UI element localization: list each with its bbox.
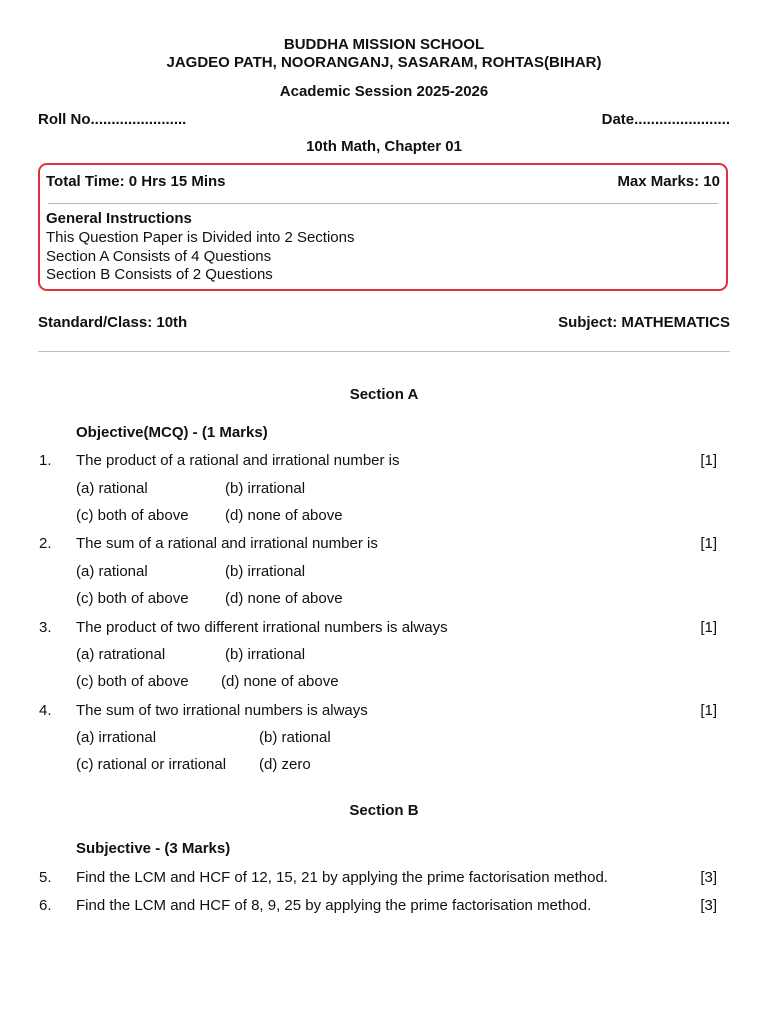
option: (d) none of above: [221, 673, 339, 690]
option: (b) irrational: [225, 646, 306, 663]
question-number: 6.: [39, 897, 52, 914]
question-text: Find the LCM and HCF of 12, 15, 21 by applying the prime factorisation method.: [76, 869, 608, 886]
question-marks: [3]: [700, 897, 717, 914]
question-number: 5.: [39, 869, 52, 886]
instruction-line: This Question Paper is Divided into 2 Sections: [46, 229, 355, 246]
date-field: Date.......................: [601, 111, 730, 128]
option: (b) irrational: [225, 480, 306, 497]
option: (d) none of above: [225, 590, 343, 607]
max-marks: Max Marks: 10: [617, 173, 720, 190]
question-marks: [1]: [700, 452, 717, 469]
school-address: JAGDEO PATH, NOORANGANJ, SASARAM, ROHTAS(BIHAR): [166, 54, 602, 71]
option: (a) rational: [76, 563, 148, 580]
question-number: 3.: [39, 619, 52, 636]
option: (d) none of above: [225, 507, 343, 524]
question-text: Find the LCM and HCF of 8, 9, 25 by applying the prime factorisation method.: [76, 897, 592, 914]
subject: Subject: MATHEMATICS: [558, 314, 730, 331]
academic-session: Academic Session 2025-2026: [279, 83, 489, 100]
instruction-line: Section B Consists of 2 Questions: [46, 266, 273, 283]
option: (c) both of above: [76, 673, 189, 690]
question-marks: [1]: [700, 535, 717, 552]
instruction-line: Section A Consists of 4 Questions: [46, 248, 272, 265]
roll-number-field: Roll No.......................: [38, 111, 187, 128]
option: (b) rational: [259, 729, 331, 746]
box-divider: [48, 203, 718, 204]
question-text: The sum of a rational and irrational number is: [76, 535, 378, 552]
option: (c) rational or irrational: [76, 756, 227, 773]
option: (a) irrational: [76, 729, 157, 746]
question-text: The product of a rational and irrational number is: [76, 452, 400, 469]
question-number: 2.: [39, 535, 52, 552]
instructions-box: [38, 163, 728, 291]
section-a-subtitle: Objective(MCQ) - (1 Marks): [76, 424, 268, 441]
section-b-title: Section B: [349, 802, 419, 819]
option: (c) both of above: [76, 507, 189, 524]
question-number: 1.: [39, 452, 52, 469]
option: (b) irrational: [225, 563, 306, 580]
option: (a) rational: [76, 480, 148, 497]
option: (a) ratrational: [76, 646, 166, 663]
school-name: BUDDHA MISSION SCHOOL: [283, 36, 485, 53]
total-time: Total Time: 0 Hrs 15 Mins: [46, 173, 226, 190]
question-marks: [1]: [700, 702, 717, 719]
question-marks: [3]: [700, 869, 717, 886]
question-marks: [1]: [700, 619, 717, 636]
question-text: The sum of two irrational numbers is always: [76, 702, 368, 719]
question-text: The product of two different irrational numbers is always: [76, 619, 448, 636]
instructions-heading: General Instructions: [46, 210, 192, 227]
paper-title: 10th Math, Chapter 01: [306, 138, 462, 155]
section-a-title: Section A: [349, 386, 419, 403]
section-b-subtitle: Subjective - (3 Marks): [76, 840, 231, 857]
standard-class: Standard/Class: 10th: [38, 314, 188, 331]
option: (c) both of above: [76, 590, 189, 607]
option: (d) zero: [259, 756, 311, 773]
header-divider: [38, 351, 730, 352]
question-number: 4.: [39, 702, 52, 719]
